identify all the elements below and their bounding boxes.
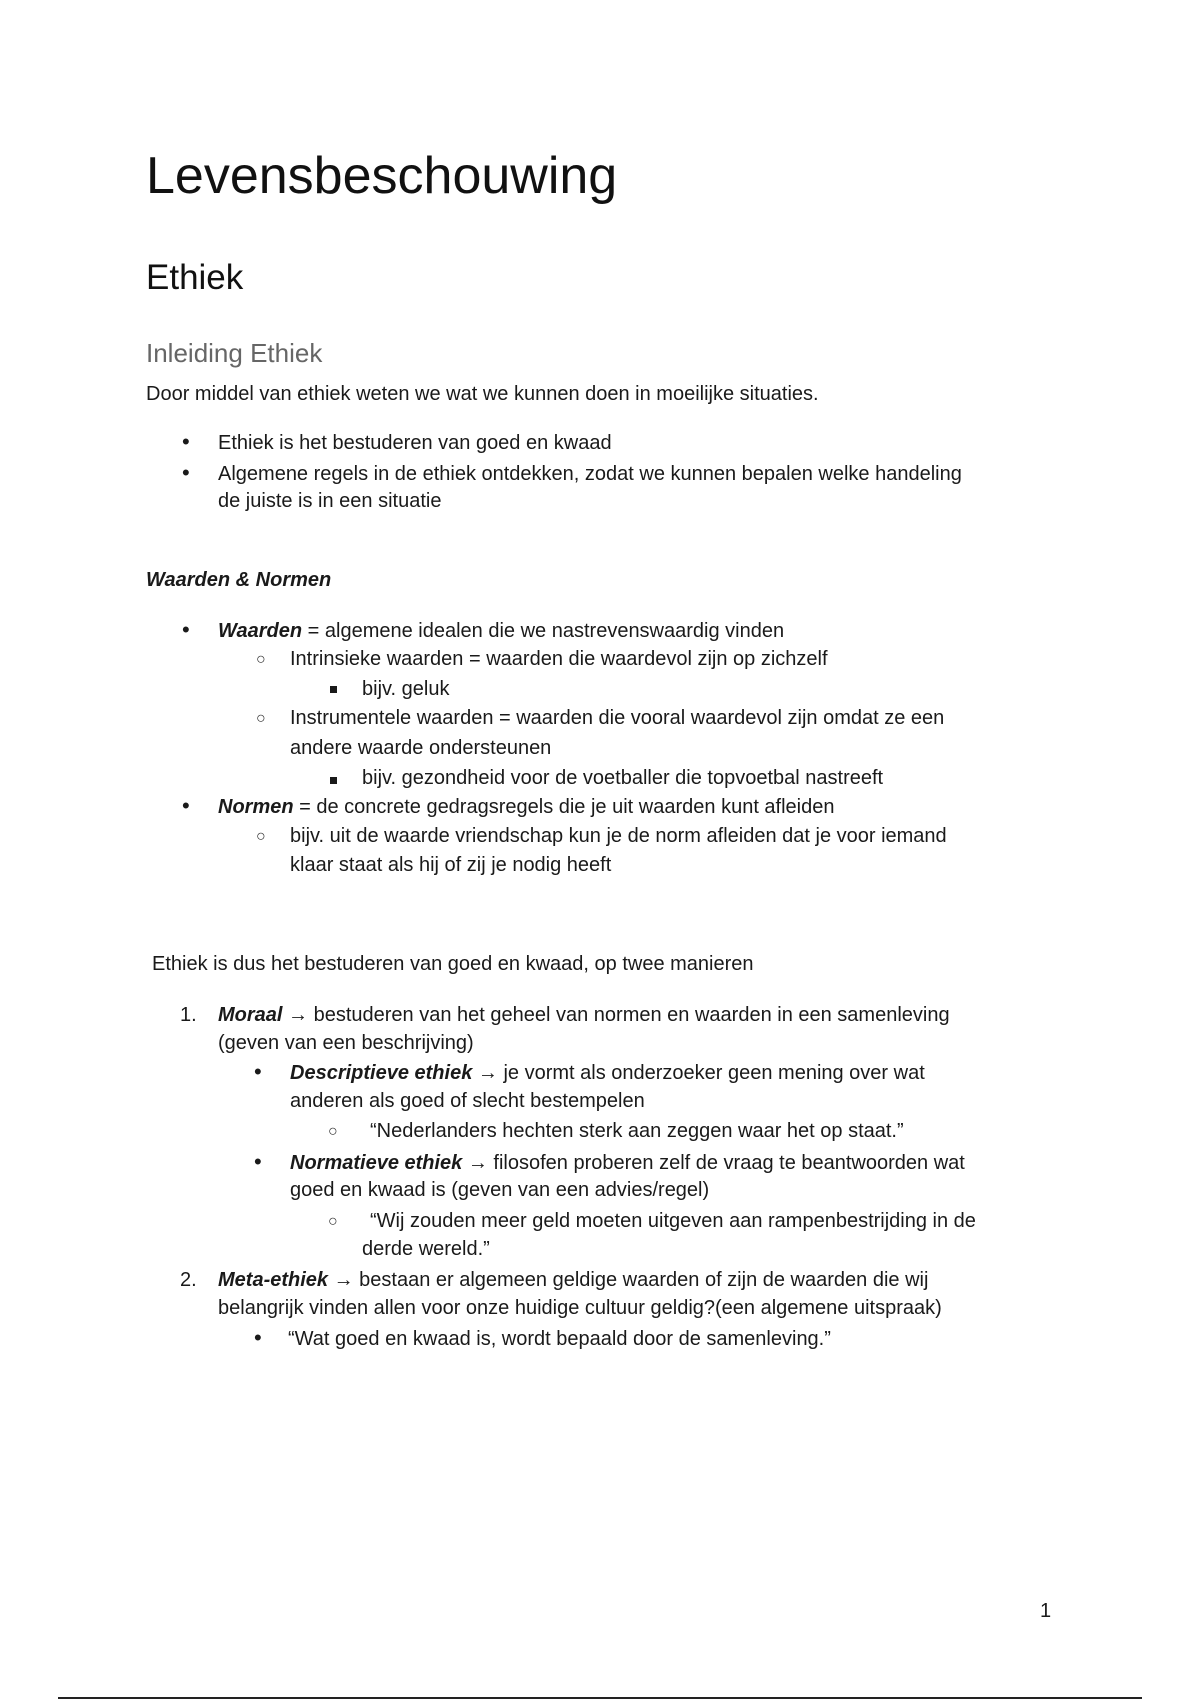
moraal-item-continued: (geven van een beschrijving) [218, 1032, 474, 1054]
bullet-icon: • [254, 1059, 262, 1084]
intro-bullet: Ethiek is het bestuderen van goed en kwaad [218, 432, 612, 454]
bullet-icon: • [182, 460, 190, 485]
bullet-icon: • [182, 793, 190, 818]
moraal-item: Moraal → bestuderen van het geheel van normen en waarden in een samenleving [218, 1004, 950, 1026]
circle-bullet-icon: ○ [328, 1213, 338, 1230]
waarden-item: Waarden = algemene idealen die we nastrevenswaardig vinden [218, 620, 785, 642]
descriptieve-item: Descriptieve ethiek → je vormt als onderzoeker geen mening over wat [290, 1062, 925, 1084]
bullet-icon: • [182, 617, 190, 642]
instrumenteel-example: bijv. gezondheid voor de voetballer die topvoetbal nastreeft [362, 767, 884, 789]
intrinsiek-item: Intrinsieke waarden = waarden die waardevol zijn op zichzelf [290, 648, 828, 670]
circle-bullet-icon: ○ [256, 710, 266, 727]
normatieve-item: Normatieve ethiek → filosofen proberen zelf de vraag te beantwoorden wat [290, 1152, 965, 1174]
document-title: Levensbeschouwing [146, 147, 618, 205]
meta-ethiek-item: Meta-ethiek → bestaan er algemeen geldige waarden of zijn de waarden die wij [218, 1269, 929, 1291]
intrinsiek-example: bijv. geluk [362, 678, 450, 700]
meta-ethiek-example: “Wat goed en kwaad is, wordt bepaald door de samenleving.” [288, 1328, 831, 1350]
normatieve-item-continued: goed en kwaad is (geven van een advies/regel) [290, 1179, 710, 1201]
list-number: 1. [180, 1004, 197, 1026]
manieren-intro: Ethiek is dus het bestuderen van goed en kwaad, op twee manieren [152, 953, 754, 975]
instrumenteel-item-continued: andere waarde ondersteunen [290, 737, 552, 759]
bullet-icon: • [254, 1325, 262, 1350]
descriptieve-item-continued: anderen als goed of slecht bestempelen [290, 1090, 645, 1112]
subsection-heading: Inleiding Ethiek [146, 338, 323, 368]
section-heading: Ethiek [146, 258, 244, 297]
bullet-icon: • [254, 1149, 262, 1174]
circle-bullet-icon: ○ [256, 828, 266, 845]
square-bullet-icon [330, 777, 337, 784]
page-number: 1 [1040, 1600, 1052, 1622]
meta-ethiek-item-continued: belangrijk vinden allen voor onze huidige cultuur geldig?(een algemene uitspraak) [218, 1297, 942, 1319]
bullet-icon: • [182, 429, 190, 454]
circle-bullet-icon: ○ [328, 1123, 338, 1140]
normatieve-example: “Wij zouden meer geld moeten uitgeven aan rampenbestrijding in de [370, 1210, 976, 1232]
intro-bullet: Algemene regels in de ethiek ontdekken, zodat we kunnen bepalen welke handeling [218, 463, 962, 485]
normen-example-continued: klaar staat als hij of zij je nodig heeft [290, 854, 612, 876]
square-bullet-icon [330, 686, 337, 693]
normen-item: Normen = de concrete gedragsregels die je uit waarden kunt afleiden [218, 796, 835, 818]
intro-bullet-continued: de juiste is in een situatie [218, 490, 442, 512]
normen-example: bijv. uit de waarde vriendschap kun je de norm afleiden dat je voor iemand [290, 825, 947, 847]
normatieve-example-continued: derde wereld.” [362, 1238, 490, 1260]
instrumenteel-item: Instrumentele waarden = waarden die vooral waardevol zijn omdat ze een [290, 707, 945, 729]
descriptieve-example: “Nederlanders hechten sterk aan zeggen waar het op staat.” [370, 1120, 904, 1142]
circle-bullet-icon: ○ [256, 651, 266, 668]
list-number: 2. [180, 1269, 197, 1291]
page-divider [58, 1697, 1142, 1699]
waarden-normen-heading: Waarden & Normen [146, 569, 332, 591]
intro-paragraph: Door middel van ethiek weten we wat we kunnen doen in moeilijke situaties. [146, 383, 819, 405]
